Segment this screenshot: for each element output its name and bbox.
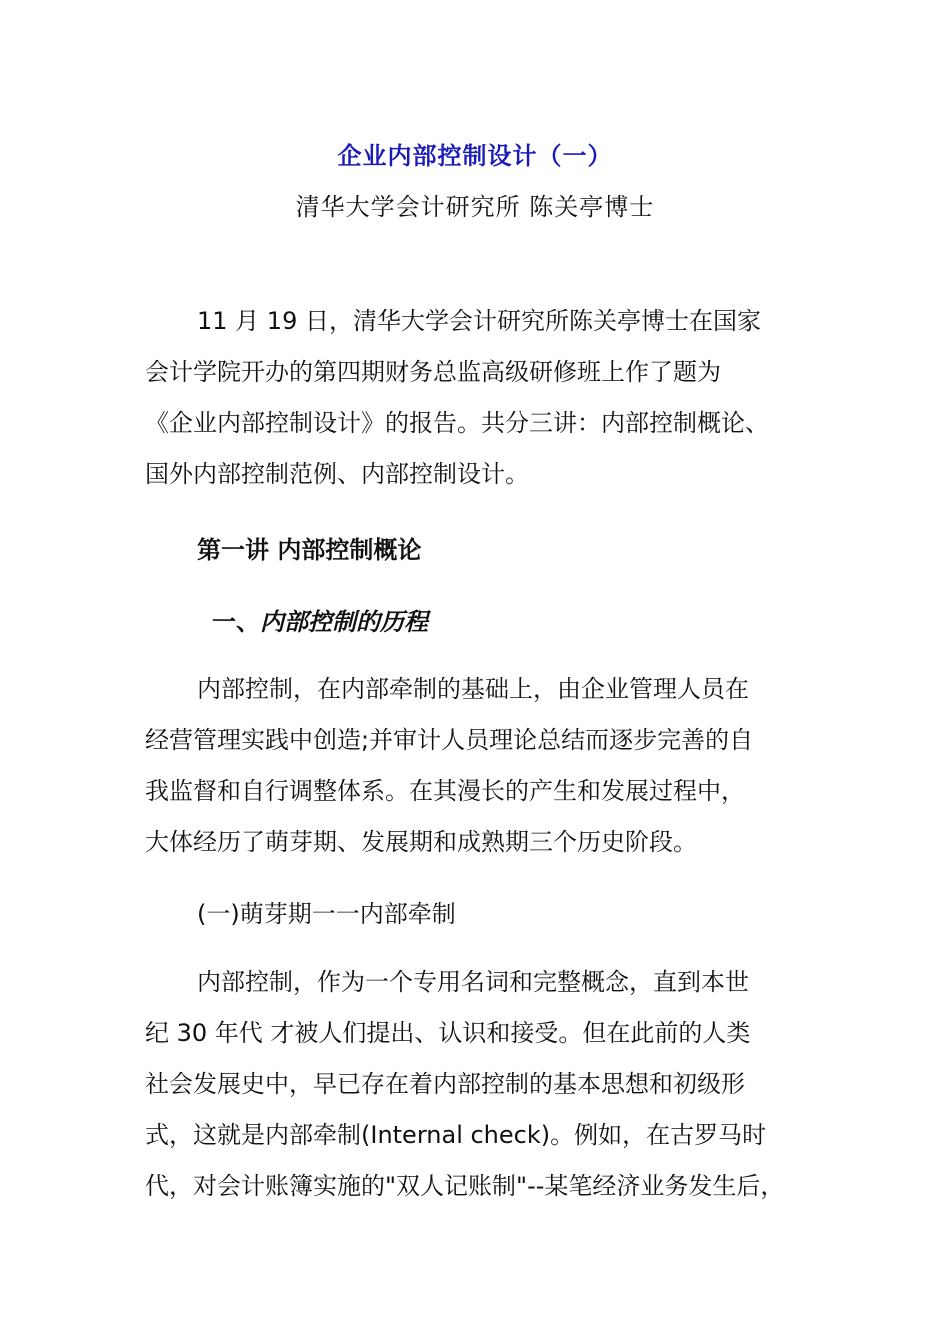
- intro-line: 国外内部控制范例、内部控制设计。: [145, 460, 529, 488]
- paragraph-line: 代，对会计账簿实施的"双人记账制"--某笔经济业务发生后，: [145, 1172, 785, 1200]
- section-title: 内部控制的历程: [260, 608, 428, 636]
- intro-line: 会计学院开办的第四期财务总监高级研修班上作了题为: [145, 358, 721, 386]
- subsection-heading: (一)萌芽期一一内部牵制: [197, 900, 456, 928]
- document-author: 清华大学会计研究所 陈关亭博士: [295, 193, 655, 221]
- paragraph-line: 内部控制，作为一个专用名词和完整概念，直到本世: [197, 968, 749, 996]
- paragraph-internal-check: [145, 957, 815, 1212]
- paragraph-line: 社会发展史中，早已存在着内部控制的基本思想和初级形: [145, 1070, 745, 1098]
- section-number: 一、: [212, 608, 260, 636]
- lecture-heading: 第一讲 内部控制概论: [197, 536, 422, 564]
- intro-line: 11 月 19 日，清华大学会计研究所陈关亭博士在国家: [197, 307, 761, 335]
- paragraph-line: 式，这就是内部牵制(Internal check)。例如，在古罗马时: [145, 1121, 767, 1149]
- intro-line: 《企业内部控制设计》的报告。共分三讲：内部控制概论、: [145, 409, 769, 437]
- paragraph-history: [145, 664, 815, 868]
- document-title: 企业内部控制设计（一）: [337, 142, 613, 170]
- intro-paragraph: [145, 296, 815, 500]
- paragraph-line: 纪 30 年代 才被人们提出、认识和接受。但在此前的人类: [145, 1019, 751, 1047]
- paragraph-line: 大体经历了萌芽期、发展期和成熟期三个历史阶段。: [145, 828, 697, 856]
- paragraph-line: 我监督和自行调整体系。在其漫长的产生和发展过程中，: [145, 777, 745, 805]
- section-heading: [212, 602, 428, 637]
- paragraph-line: 经营管理实践中创造;并审计人员理论总结而逐步完善的自: [145, 726, 754, 754]
- paragraph-line: 内部控制，在内部牵制的基础上，由企业管理人员在: [197, 675, 749, 703]
